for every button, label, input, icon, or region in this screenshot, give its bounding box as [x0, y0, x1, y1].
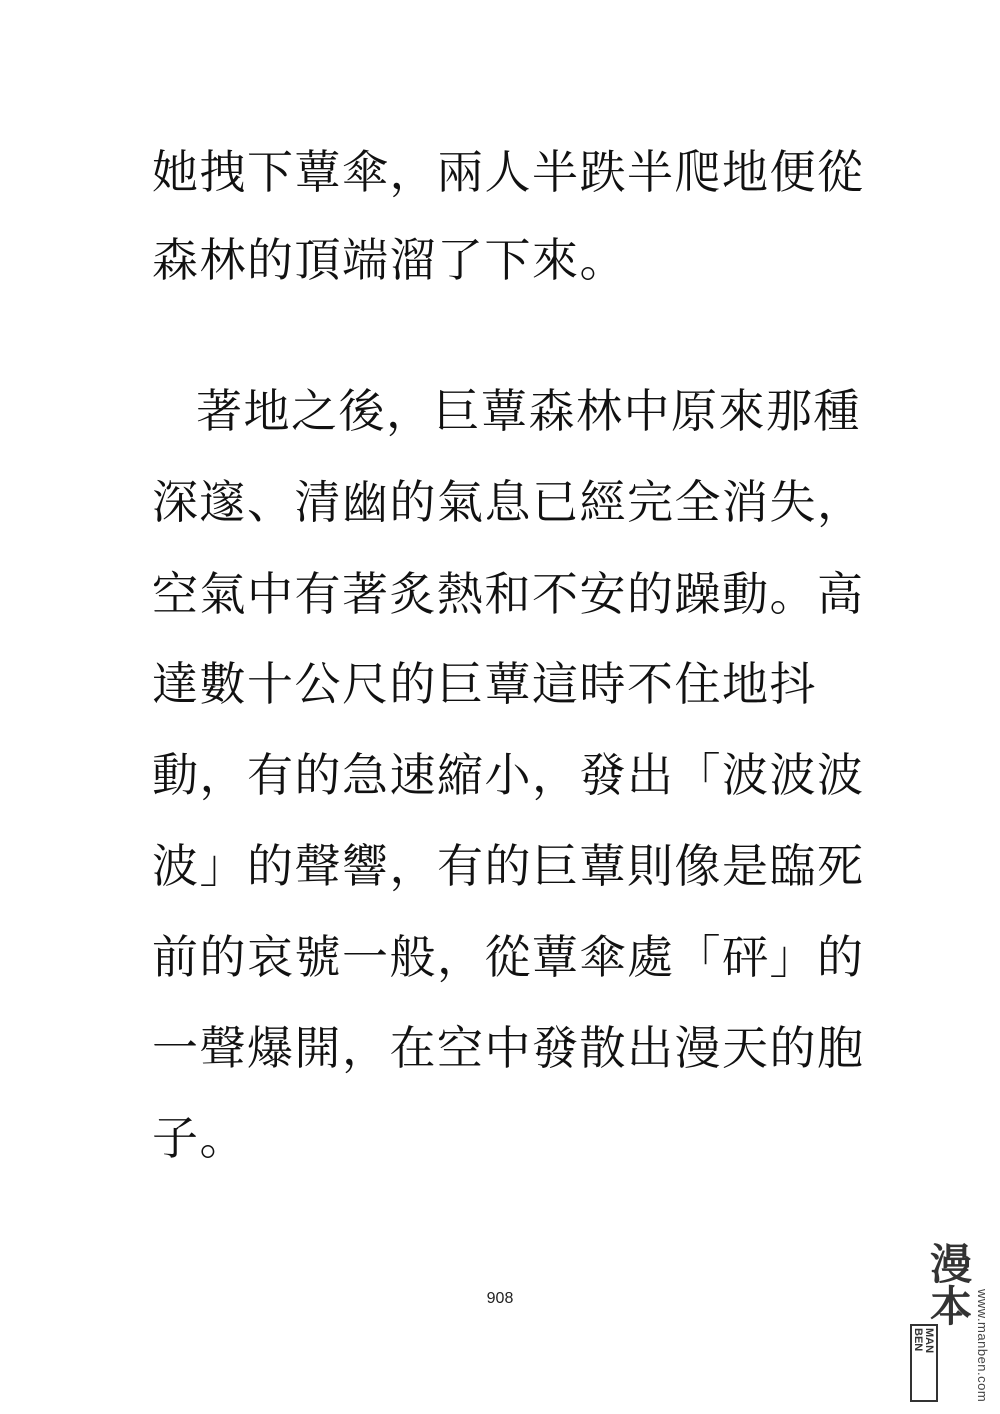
text-line-2: 森林的頂端溜了下來。 [152, 233, 627, 287]
text-line-7: 動，有的急速縮小，發出「波波波 [152, 748, 865, 802]
text-line-5: 空氣中有著炙熱和不安的躁動。高 [152, 567, 865, 621]
text-line-3: 著地之後，巨蕈森林中原來那種 [196, 384, 861, 438]
watermark-logo-text: 漫本 [924, 1242, 973, 1326]
text-line-1: 她拽下蕈傘，兩人半跌半爬地便從 [152, 145, 865, 199]
text-line-11: 子。 [152, 1111, 247, 1165]
watermark-logo [910, 1242, 992, 1402]
watermark-url: www.manben.com [975, 1288, 990, 1402]
watermark-box-text: MAN BEN [912, 1328, 935, 1354]
page-number: 908 [486, 1290, 514, 1307]
text-line-6: 達數十公尺的巨蕈這時不住地抖 [152, 657, 817, 711]
text-line-8: 波」的聲響，有的巨蕈則像是臨死 [152, 839, 865, 893]
watermark-box [910, 1324, 938, 1402]
text-line-4: 深邃、清幽的氣息已經完全消失， [152, 475, 865, 529]
text-line-10: 一聲爆開，在空中發散出漫天的胞 [152, 1021, 865, 1075]
text-line-9: 前的哀號一般，從蕈傘處「砰」的 [152, 930, 865, 984]
